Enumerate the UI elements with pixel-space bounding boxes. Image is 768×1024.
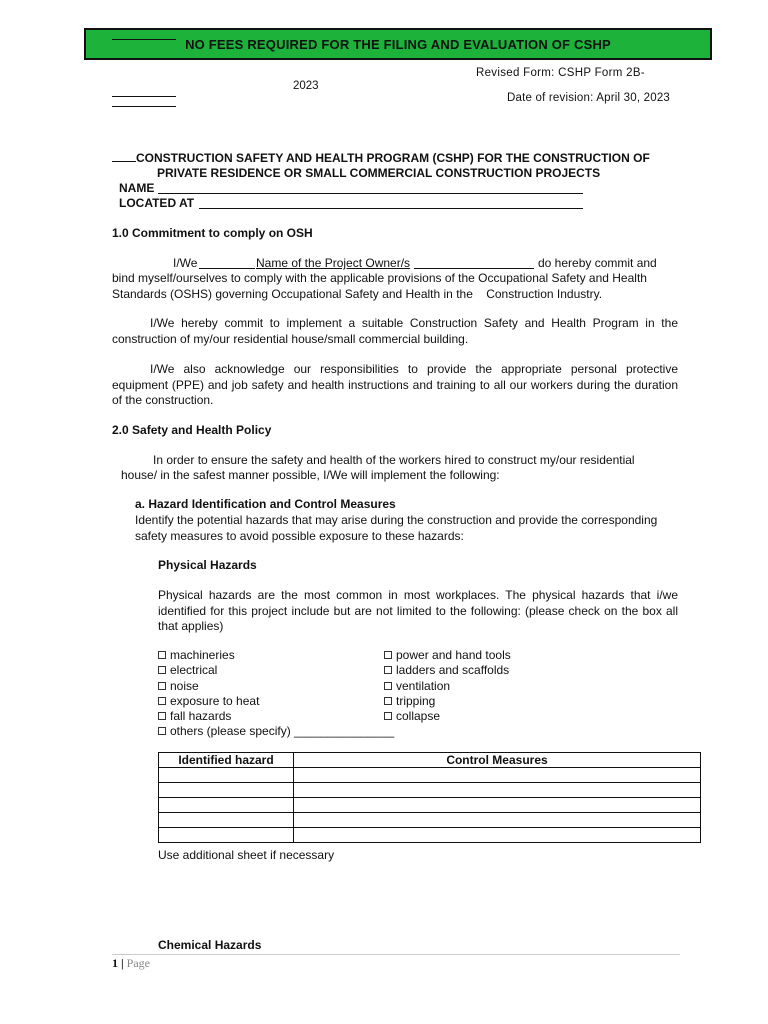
no-fees-banner	[84, 28, 712, 60]
policy-intro-line-1: In order to ensure the safety and health of the workers hired to construct my/our residential	[153, 453, 635, 467]
col-control-measures: Control Measures	[294, 753, 701, 768]
table-header-row	[159, 753, 701, 768]
hazard-control-table	[158, 752, 701, 843]
hazard-option[interactable]: exposure to heat	[158, 694, 394, 709]
table-cell[interactable]	[294, 783, 701, 798]
owner-blank-post[interactable]	[414, 268, 534, 269]
physical-hazards-heading: Physical Hazards	[158, 558, 257, 572]
title-line-2: PRIVATE RESIDENCE OR SMALL COMMERCIAL CONSTRUCTION PROJECTS	[157, 166, 601, 180]
policy-intro-line-2: house/ in the safest manner possible, I/We will implement the following:	[121, 468, 500, 482]
commit-paragraph-2: I/We hereby commit to implement a suitable Construction Safety and Health Program in the construction of my/our residential house/small commercial building.	[112, 316, 678, 346]
checkbox-icon[interactable]	[158, 712, 166, 720]
hazard-list-right	[384, 648, 511, 724]
located-label: LOCATED AT	[119, 196, 195, 210]
table-cell[interactable]	[294, 828, 701, 843]
table-row	[159, 813, 701, 828]
commit-line-3: Standards (OSHS) governing Occupational Safety and Health in the Construction Industry.	[112, 287, 603, 301]
page-label: Page	[126, 956, 150, 970]
table-row	[159, 798, 701, 813]
hazard-option[interactable]: fall hazards	[158, 709, 394, 724]
form-blank-1	[112, 96, 176, 97]
checkbox-icon[interactable]	[158, 666, 166, 674]
hazard-option[interactable]: machineries	[158, 648, 394, 663]
hazard-option[interactable]: collapse	[384, 709, 511, 724]
table-cell[interactable]	[159, 783, 294, 798]
table-cell[interactable]	[294, 768, 701, 783]
hazard-option[interactable]: ladders and scaffolds	[384, 663, 511, 678]
checkbox-icon[interactable]	[158, 651, 166, 659]
table-row	[159, 783, 701, 798]
hazard-list-left	[158, 648, 394, 740]
name-field-line[interactable]	[158, 193, 583, 194]
table-cell[interactable]	[294, 798, 701, 813]
chemical-hazards-heading: Chemical Hazards	[158, 938, 262, 952]
hazard-id-heading: a. Hazard Identification and Control Measures	[135, 497, 396, 511]
hazard-option[interactable]: others (please specify) _______________	[158, 724, 394, 739]
page-number: 1	[112, 956, 118, 970]
physical-hazards-text: Physical hazards are the most common in most workplaces. The physical hazards that i/we identified for this project include but are not limited to the following: (please check on the box all that applies)	[158, 588, 678, 633]
section-2-heading: 2.0 Safety and Health Policy	[112, 423, 272, 437]
title-leading-line	[112, 161, 136, 162]
form-blank-2	[112, 106, 176, 107]
commit-prefix: I/We	[173, 256, 198, 270]
checkbox-icon[interactable]	[384, 697, 392, 705]
footer-rule	[112, 954, 680, 955]
banner-text: NO FEES REQUIRED FOR THE FILING AND EVALUATION OF CSHP	[185, 36, 611, 52]
hazard-option[interactable]: power and hand tools	[384, 648, 511, 663]
form-revised: Revised Form: CSHP Form 2B-	[476, 67, 645, 79]
table-cell[interactable]	[159, 813, 294, 828]
table-cell[interactable]	[159, 798, 294, 813]
form-year: 2023	[293, 80, 319, 92]
commit-rest: do hereby commit and	[538, 256, 657, 270]
checkbox-icon[interactable]	[384, 682, 392, 690]
title-line-1: CONSTRUCTION SAFETY AND HEALTH PROGRAM (CSHP) FOR THE CONSTRUCTION OF	[136, 151, 650, 165]
owner-name-label: Name of the Project Owner/s	[256, 256, 411, 270]
name-label: NAME	[119, 181, 155, 195]
section-1-heading: 1.0 Commitment to comply on OSH	[112, 226, 313, 240]
page-footer	[112, 956, 150, 971]
hazard-id-line-1: Identify the potential hazards that may arise during the construction and provide the corresponding	[135, 513, 658, 527]
table-row	[159, 768, 701, 783]
col-identified-hazard: Identified hazard	[159, 753, 294, 768]
hazard-option[interactable]: tripping	[384, 694, 511, 709]
revision-date: Date of revision: April 30, 2023	[507, 92, 671, 104]
checkbox-icon[interactable]	[158, 727, 166, 735]
checkbox-icon[interactable]	[384, 651, 392, 659]
checkbox-icon[interactable]	[384, 712, 392, 720]
table-cell[interactable]	[159, 828, 294, 843]
checkbox-icon[interactable]	[384, 666, 392, 674]
located-field-line[interactable]	[199, 208, 583, 209]
hazard-option[interactable]: electrical	[158, 663, 394, 678]
table-note: Use additional sheet if necessary	[158, 848, 335, 862]
checkbox-icon[interactable]	[158, 697, 166, 705]
commit-line-2: bind myself/ourselves to comply with the applicable provisions of the Occupational Safety and Health	[112, 271, 647, 285]
owner-blank-pre[interactable]	[199, 268, 255, 269]
table-cell[interactable]	[294, 813, 701, 828]
banner-underline	[112, 39, 176, 40]
table-cell[interactable]	[159, 768, 294, 783]
checkbox-icon[interactable]	[158, 682, 166, 690]
hazard-id-line-2: safety measures to avoid possible exposure to these hazards:	[135, 529, 464, 543]
table-row	[159, 828, 701, 843]
hazard-option[interactable]: ventilation	[384, 679, 511, 694]
page-separator: |	[121, 956, 124, 970]
hazard-option[interactable]: noise	[158, 679, 394, 694]
commit-paragraph-3: I/We also acknowledge our responsibilities to provide the appropriate personal protective equipment (PPE) and job safety and health instructions and training to all our workers during the duration of the construction.	[112, 362, 678, 407]
